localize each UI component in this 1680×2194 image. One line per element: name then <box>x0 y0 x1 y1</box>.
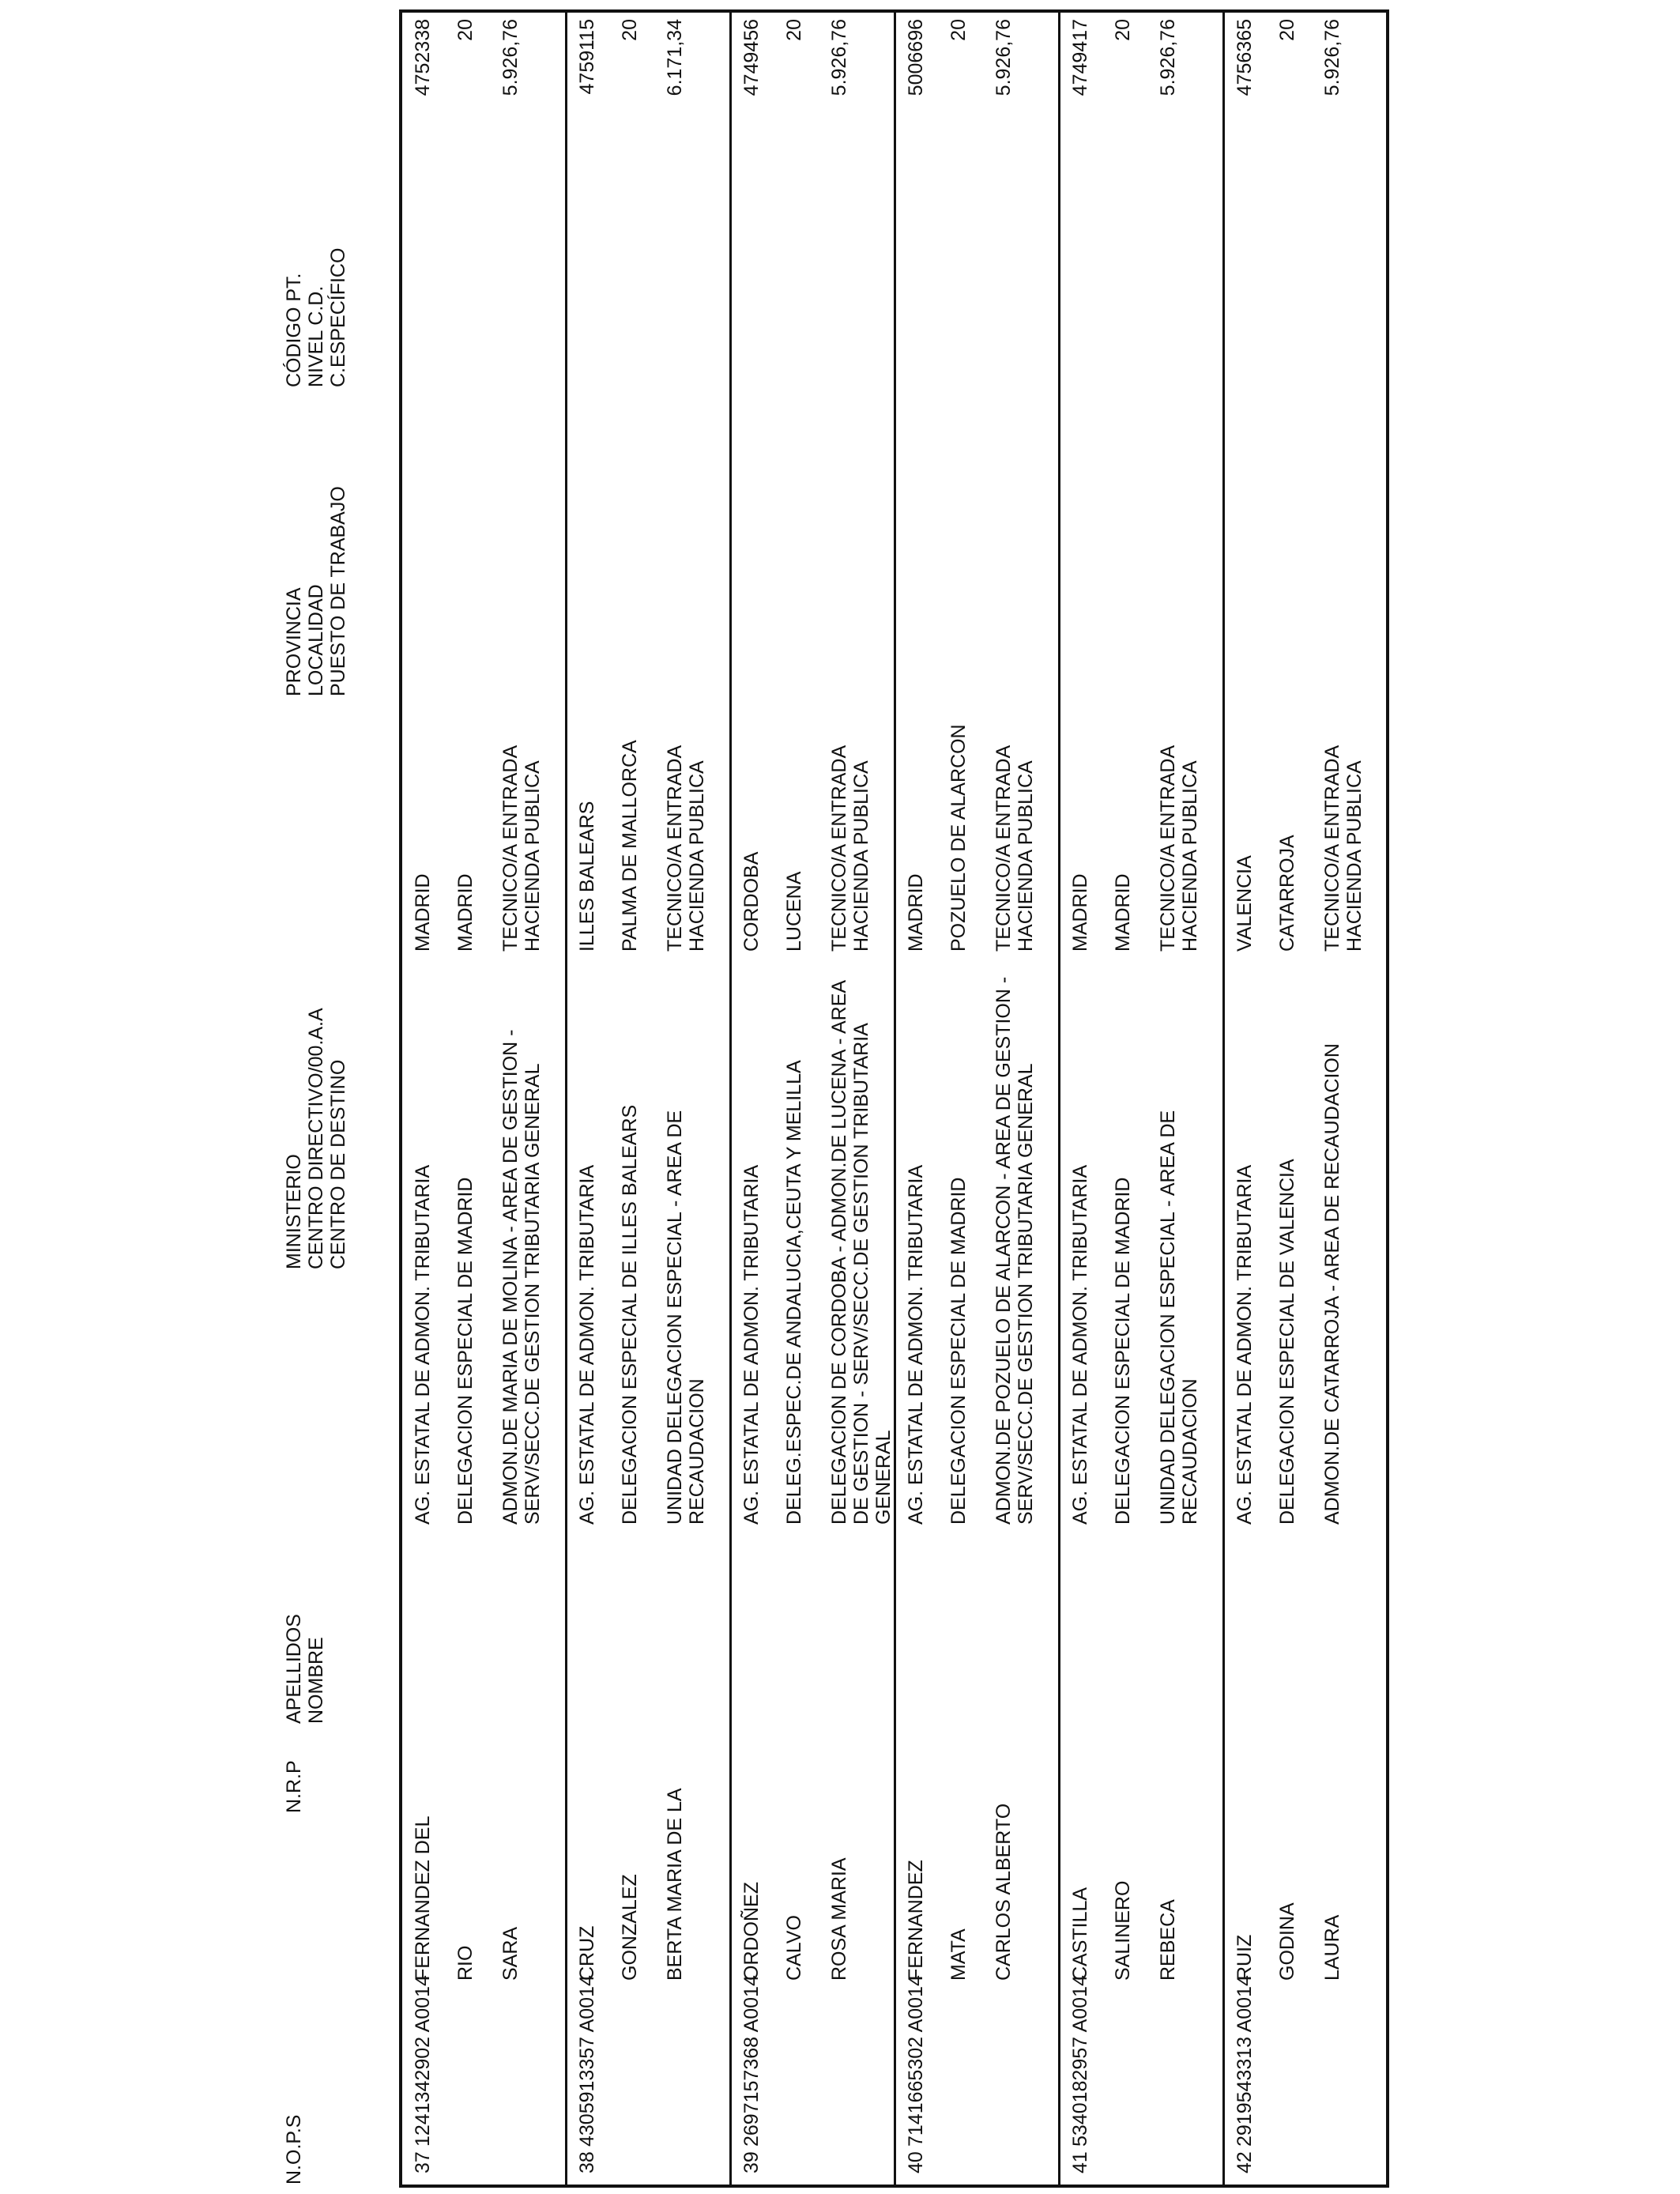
table-row <box>895 13 1060 2185</box>
cell-centro: DELEGACION ESPECIAL DE ILLES BALEARS <box>619 1104 641 1525</box>
cell-localidad: PALMA DE MALLORCA <box>619 740 641 952</box>
cell-codigo: 4749456 <box>740 19 763 96</box>
cell-puesto: TECNICO/A ENTRADA HACIENDA PUBLICA <box>1157 746 1201 952</box>
cell-nombre: REBECA <box>1157 1899 1179 1981</box>
header-codigo: CÓDIGO PT. NIVEL C.D. C.ESPECÍFICO <box>283 247 349 387</box>
data-table <box>399 9 1389 2188</box>
header-ministerio: MINISTERIO CENTRO DIRECTIVO/00.A.A CENTRO DE DESTINO <box>283 1008 349 1269</box>
cell-ap1: FERNANDEZ <box>905 1860 927 1981</box>
cell-codigo: 4759115 <box>576 19 598 95</box>
table-row <box>731 13 895 2185</box>
cell-nrp: 1241342902 A0014 <box>412 1975 434 2147</box>
header-apellidos: APELLIDOS NOMBRE <box>283 1614 327 1724</box>
row-divider <box>565 13 567 2185</box>
table-row <box>402 13 567 2185</box>
row-divider <box>1058 13 1060 2185</box>
cell-provincia: CORDOBA <box>740 851 763 952</box>
cell-ap1: FERNANDEZ DEL <box>412 1815 434 1981</box>
cell-puesto: TECNICO/A ENTRADA HACIENDA PUBLICA <box>993 746 1037 952</box>
cell-puesto: TECNICO/A ENTRADA HACIENDA PUBLICA <box>828 746 872 952</box>
table-row <box>1224 13 1388 2185</box>
cell-nivel: 20 <box>454 19 477 41</box>
cell-especifico: 5.926,76 <box>1321 19 1343 96</box>
cell-destino: ADMON.DE MARIA DE MOLINA - AREA DE GESTION - SERV/SECC.DE GESTION TRIBUTARIA GENERAL <box>499 1029 544 1525</box>
cell-ap1: CASTILLA <box>1069 1887 1091 1981</box>
cell-nivel: 20 <box>783 19 805 41</box>
cell-centro: DELEGACION ESPECIAL DE MADRID <box>947 1177 970 1525</box>
cell-especifico: 6.171,34 <box>664 19 686 96</box>
cell-nrp: 2919543313 A0014 <box>1234 1975 1256 2147</box>
cell-nops: 38 <box>576 2151 598 2173</box>
cell-localidad: POZUELO DE ALARCON <box>947 724 970 952</box>
cell-localidad: MADRID <box>1112 873 1134 952</box>
cell-ministerio: AG. ESTATAL DE ADMON. TRIBUTARIA <box>905 1164 927 1525</box>
cell-especifico: 5.926,76 <box>993 19 1015 96</box>
cell-provincia: MADRID <box>412 873 434 952</box>
cell-nombre: BERTA MARIA DE LA <box>664 1788 686 1981</box>
cell-puesto: TECNICO/A ENTRADA HACIENDA PUBLICA <box>1321 746 1365 952</box>
header-nrp: N.R.P <box>283 1760 305 1813</box>
cell-destino: ADMON.DE CATARROJA - AREA DE RECAUDACION <box>1321 1043 1343 1525</box>
cell-ap1: ORDOÑEZ <box>740 1882 763 1981</box>
row-divider <box>729 13 732 2185</box>
header-nops: N.O.P.S <box>283 2114 305 2185</box>
cell-ap2: GODINA <box>1276 1902 1298 1981</box>
cell-provincia: ILLES BALEARS <box>576 801 598 952</box>
cell-provincia: MADRID <box>905 873 927 952</box>
cell-destino: UNIDAD DELEGACION ESPECIAL - AREA DE RECAUDACION <box>664 1110 708 1525</box>
cell-centro: DELEGACION ESPECIAL DE MADRID <box>1112 1177 1134 1525</box>
cell-nrp: 4305913357 A0014 <box>576 1975 598 2147</box>
cell-ministerio: AG. ESTATAL DE ADMON. TRIBUTARIA <box>1234 1164 1256 1525</box>
cell-provincia: VALENCIA <box>1234 855 1256 952</box>
header-provincia: PROVINCIA LOCALIDAD PUESTO DE TRABAJO <box>283 486 349 696</box>
row-divider <box>1222 13 1225 2185</box>
cell-destino: ADMON.DE POZUELO DE ALARCON - AREA DE GESTION - SERV/SECC.DE GESTION TRIBUTARIA GENERAL <box>993 976 1037 1525</box>
table-row <box>567 13 731 2185</box>
cell-localidad: MADRID <box>454 873 477 952</box>
cell-nombre: LAURA <box>1321 1914 1343 1981</box>
cell-especifico: 5.926,76 <box>499 19 522 96</box>
cell-especifico: 5.926,76 <box>828 19 850 96</box>
cell-ministerio: AG. ESTATAL DE ADMON. TRIBUTARIA <box>1069 1164 1091 1525</box>
cell-ap2: MATA <box>947 1928 970 1981</box>
cell-ministerio: AG. ESTATAL DE ADMON. TRIBUTARIA <box>740 1164 763 1525</box>
cell-nivel: 20 <box>947 19 970 41</box>
cell-nrp: 7141665302 A0014 <box>905 1975 927 2147</box>
cell-destino: UNIDAD DELEGACION ESPECIAL - AREA DE RECAUDACION <box>1157 1110 1201 1525</box>
cell-centro: DELEGACION ESPECIAL DE MADRID <box>454 1177 477 1525</box>
cell-nivel: 20 <box>1112 19 1134 41</box>
cell-centro: DELEGACION ESPECIAL DE VALENCIA <box>1276 1159 1298 1525</box>
cell-nivel: 20 <box>619 19 641 41</box>
cell-nombre: SARA <box>499 1926 522 1981</box>
cell-ap2: RIO <box>454 1945 477 1981</box>
cell-provincia: MADRID <box>1069 873 1091 952</box>
cell-nops: 40 <box>905 2151 927 2173</box>
cell-nivel: 20 <box>1276 19 1298 41</box>
cell-ap1: RUIZ <box>1234 1934 1256 1981</box>
cell-nops: 37 <box>412 2151 434 2173</box>
cell-nombre: CARLOS ALBERTO <box>993 1803 1015 1981</box>
cell-puesto: TECNICO/A ENTRADA HACIENDA PUBLICA <box>499 746 544 952</box>
cell-nops: 41 <box>1069 2151 1091 2173</box>
cell-codigo: 5006696 <box>905 19 927 96</box>
cell-nrp: 2697157368 A0014 <box>740 1975 763 2147</box>
cell-ap1: CRUZ <box>576 1925 598 1981</box>
cell-ap2: GONZALEZ <box>619 1874 641 1981</box>
cell-ap2: SALINERO <box>1112 1880 1134 1981</box>
cell-localidad: LUCENA <box>783 871 805 952</box>
cell-puesto: TECNICO/A ENTRADA HACIENDA PUBLICA <box>664 746 708 952</box>
cell-destino: DELEGACION DE CORDOBA - ADMON.DE LUCENA - AREA DE GESTION - SERV/SECC.DE GESTION TRIBUTARIA GENERAL <box>828 981 895 1525</box>
cell-ministerio: AG. ESTATAL DE ADMON. TRIBUTARIA <box>412 1164 434 1525</box>
table-row <box>1060 13 1224 2185</box>
cell-nops: 42 <box>1234 2151 1256 2173</box>
cell-nrp: 5340182957 A0014 <box>1069 1975 1091 2147</box>
cell-codigo: 4749417 <box>1069 19 1091 96</box>
cell-localidad: CATARROJA <box>1276 835 1298 952</box>
cell-especifico: 5.926,76 <box>1157 19 1179 96</box>
cell-centro: DELEG.ESPEC.DE ANDALUCIA,CEUTA Y MELILLA <box>783 1060 805 1525</box>
cell-nombre: ROSA MARIA <box>828 1857 850 1981</box>
cell-ministerio: AG. ESTATAL DE ADMON. TRIBUTARIA <box>576 1164 598 1525</box>
cell-codigo: 4756365 <box>1234 19 1256 96</box>
cell-ap2: CALVO <box>783 1915 805 1981</box>
row-divider <box>894 13 896 2185</box>
cell-codigo: 4752338 <box>412 19 434 96</box>
cell-nops: 39 <box>740 2151 763 2173</box>
